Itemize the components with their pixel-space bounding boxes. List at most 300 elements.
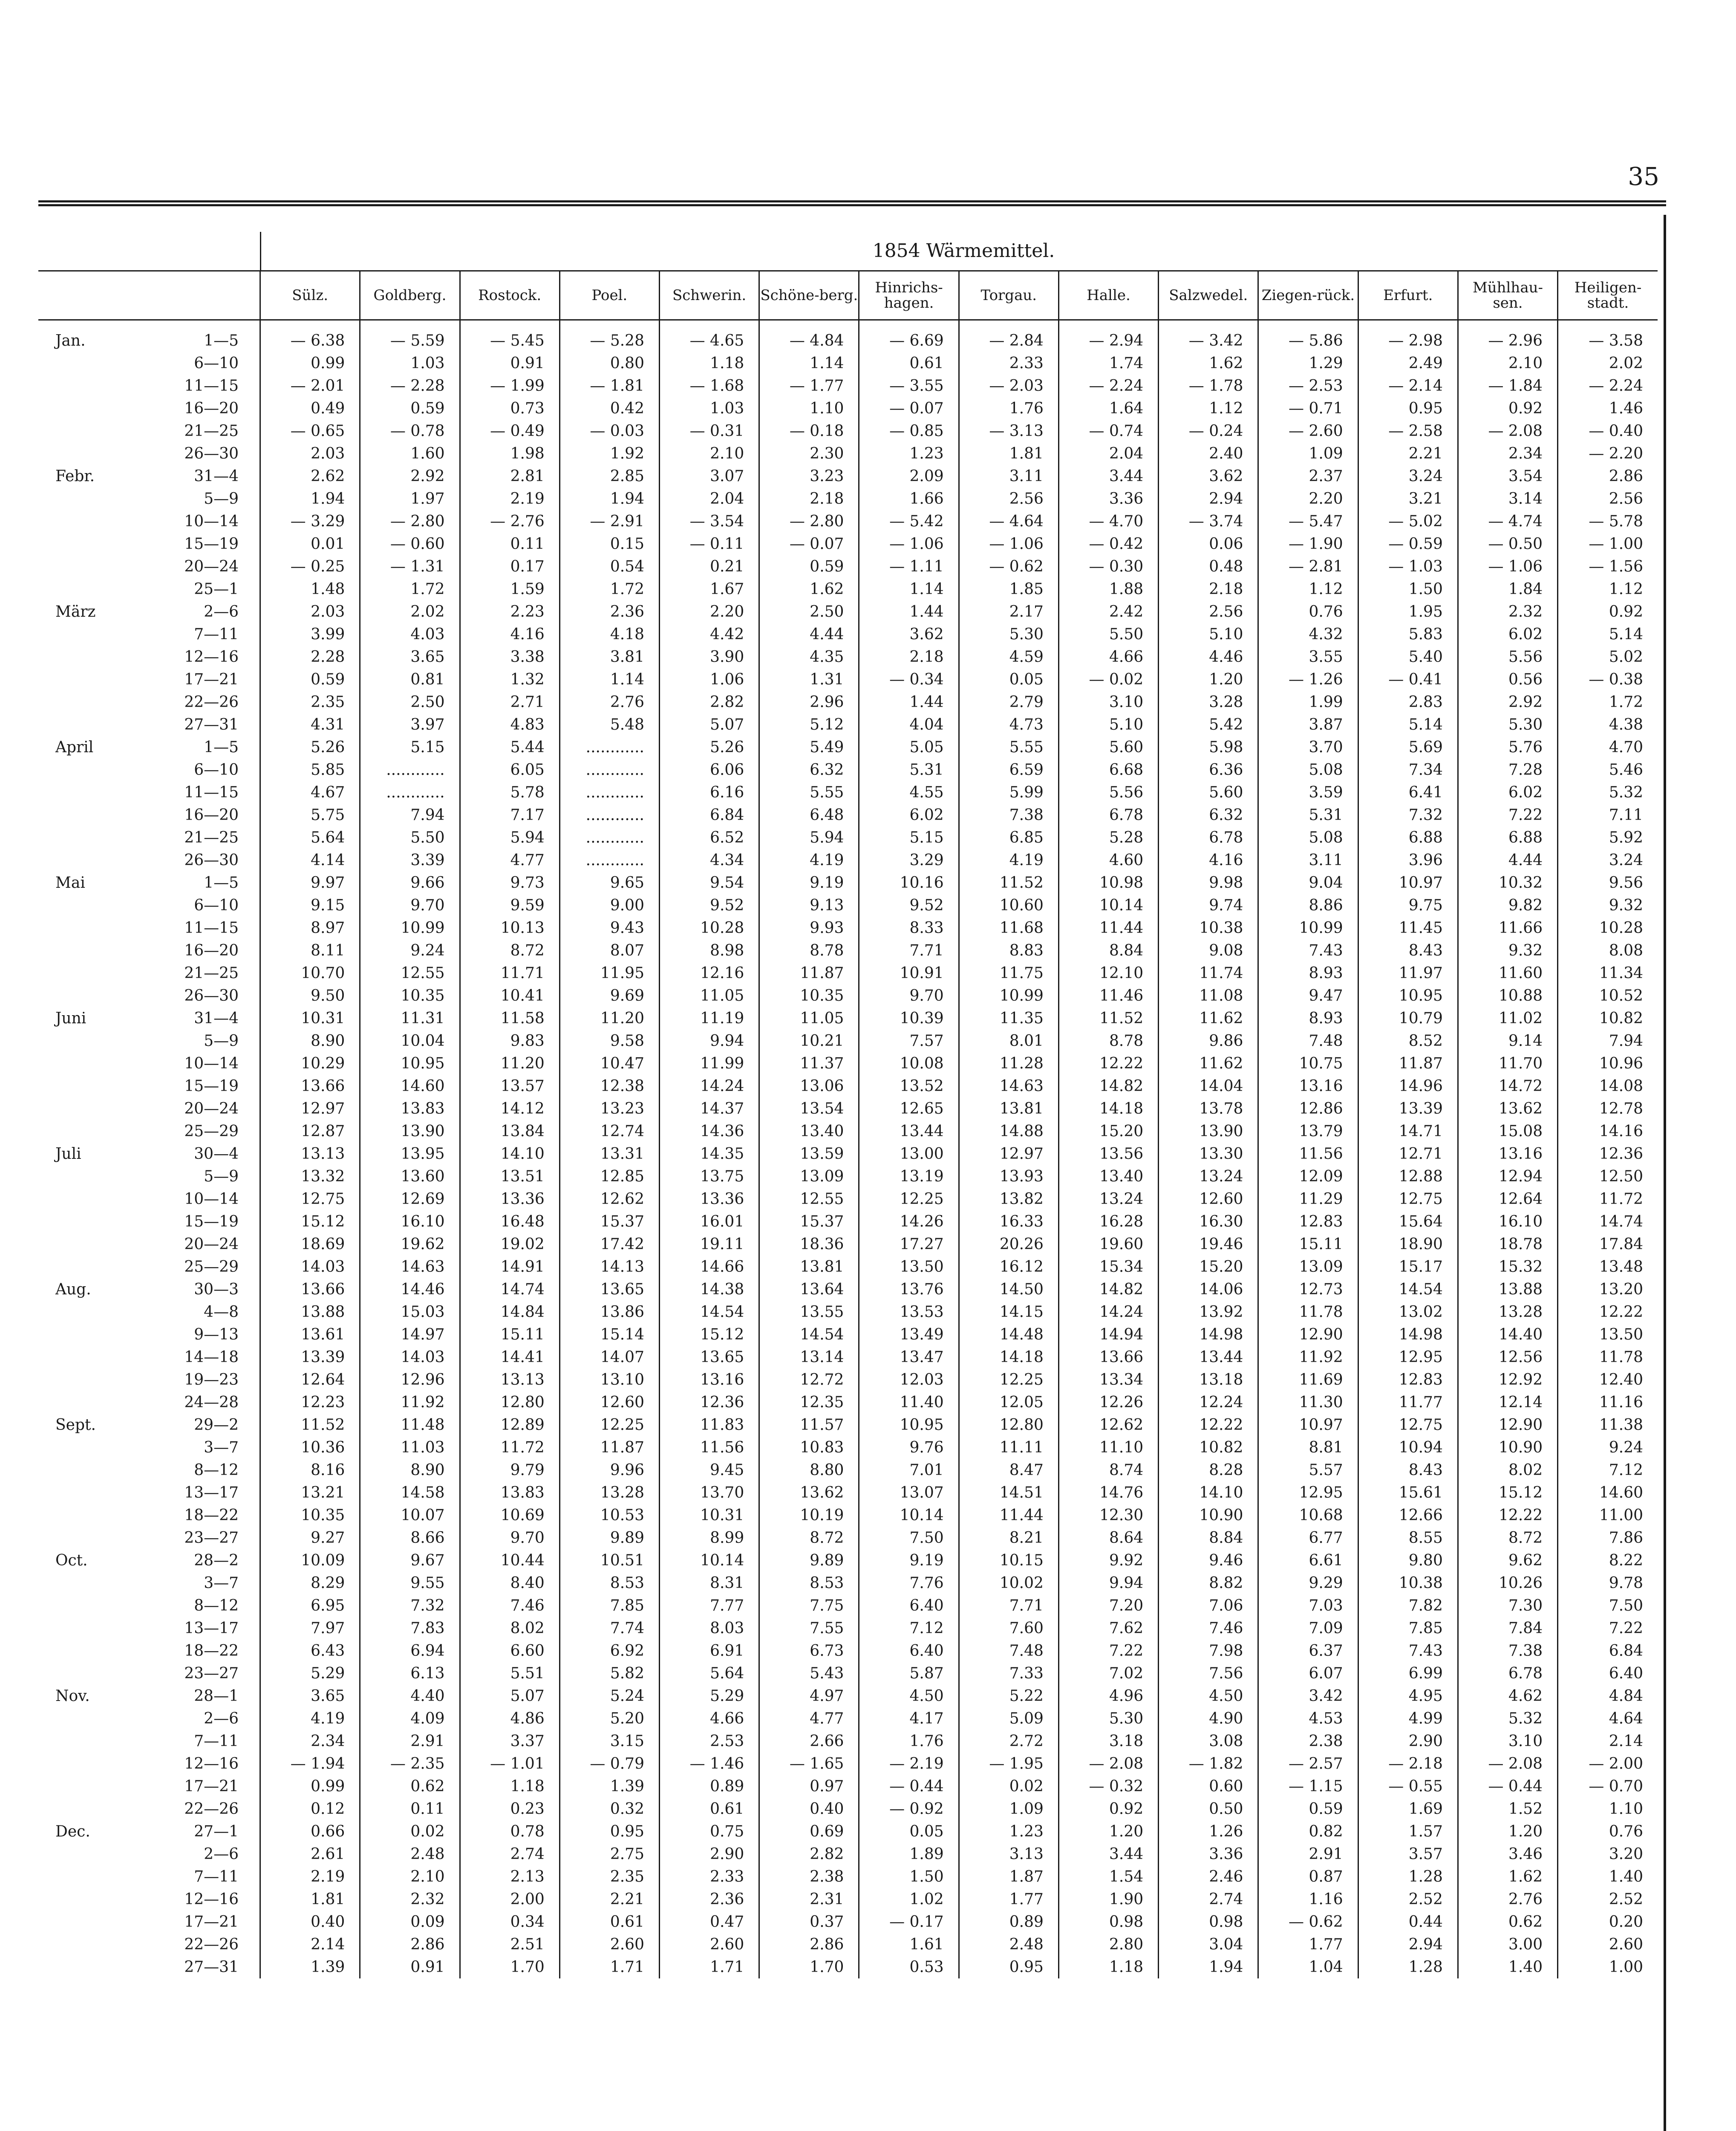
month-label: Mai (55, 874, 85, 892)
value-cell: 4.73 (959, 713, 1058, 736)
value-cell: — 0.30 (1058, 555, 1158, 578)
value-cell: 1.31 (759, 668, 859, 691)
value-cell: 2.14 (1558, 1730, 1658, 1753)
value-cell: 10.75 (1258, 1052, 1358, 1075)
value-cell: 5.29 (659, 1685, 759, 1707)
table-row (38, 375, 1658, 397)
value-cell: 4.32 (1258, 623, 1358, 646)
value-cell: 11.29 (1258, 1188, 1358, 1210)
table-row (38, 320, 1658, 352)
value-cell: — 0.34 (859, 668, 959, 691)
value-cell: 14.82 (1058, 1075, 1158, 1097)
value-cell: 14.07 (559, 1346, 659, 1369)
table-row (38, 578, 1658, 601)
value-cell: 3.97 (360, 713, 460, 736)
table-row (38, 849, 1658, 872)
table-row (38, 1414, 1658, 1436)
value-cell: 10.44 (460, 1549, 559, 1572)
value-cell: 1.77 (959, 1888, 1058, 1911)
frame-right-rule (1664, 215, 1666, 2131)
period-cell (38, 601, 260, 623)
table-row (38, 1346, 1658, 1369)
value-cell: 2.10 (659, 442, 759, 465)
value-cell: 0.05 (859, 1820, 959, 1843)
period-cell (38, 691, 260, 713)
value-cell: — 1.06 (959, 533, 1058, 555)
value-cell: 7.03 (1258, 1594, 1358, 1617)
value-cell: 9.94 (1058, 1572, 1158, 1594)
value-cell: 8.81 (1258, 1436, 1358, 1459)
value-cell: 1.72 (559, 578, 659, 601)
value-cell: 9.97 (260, 872, 360, 894)
value-cell: 11.35 (959, 1007, 1058, 1030)
value-cell: 15.20 (1159, 1256, 1258, 1278)
value-cell: 6.88 (1458, 826, 1557, 849)
value-cell: 13.14 (759, 1346, 859, 1369)
value-cell: 5.20 (559, 1707, 659, 1730)
table-row (38, 601, 1658, 623)
value-cell: 11.78 (1558, 1346, 1658, 1369)
value-cell: 13.28 (559, 1481, 659, 1504)
day-range: 10—14 (184, 1055, 239, 1072)
value-cell: 1.77 (1258, 1933, 1358, 1956)
value-cell: 11.77 (1358, 1391, 1458, 1414)
value-cell: 6.36 (1159, 759, 1258, 781)
value-cell: 10.95 (360, 1052, 460, 1075)
value-cell: 11.72 (1558, 1188, 1658, 1210)
value-cell: 10.38 (1159, 917, 1258, 939)
value-cell: 15.37 (759, 1210, 859, 1233)
value-cell: 2.74 (1159, 1888, 1258, 1911)
value-cell: 3.54 (1458, 465, 1557, 488)
value-cell: 1.67 (659, 578, 759, 601)
value-cell: 5.08 (1258, 826, 1358, 849)
value-cell: 10.70 (260, 962, 360, 985)
value-cell: — 3.58 (1558, 320, 1658, 352)
value-cell: 9.50 (260, 985, 360, 1007)
value-cell: 10.13 (460, 917, 559, 939)
value-cell: 9.04 (1258, 872, 1358, 894)
value-cell: — 2.24 (1558, 375, 1658, 397)
value-cell: 0.34 (460, 1911, 559, 1933)
value-cell: 13.06 (759, 1075, 859, 1097)
value-cell: 2.20 (1258, 488, 1358, 510)
value-cell: 12.83 (1258, 1210, 1358, 1233)
value-cell: 2.56 (1558, 488, 1658, 510)
value-cell: 15.12 (659, 1323, 759, 1346)
value-cell: 7.48 (959, 1640, 1058, 1662)
value-cell: 1.62 (1159, 352, 1258, 375)
table-row (38, 826, 1658, 849)
value-cell: 1.70 (759, 1956, 859, 1978)
value-cell: 10.69 (460, 1504, 559, 1527)
value-cell: 2.18 (759, 488, 859, 510)
value-cell: 13.66 (260, 1278, 360, 1301)
value-cell: 6.32 (759, 759, 859, 781)
value-cell: 11.95 (559, 962, 659, 985)
value-cell: 5.28 (1058, 826, 1158, 849)
value-cell: 12.40 (1558, 1369, 1658, 1391)
value-cell: 2.35 (260, 691, 360, 713)
value-cell: 13.78 (1159, 1097, 1258, 1120)
value-cell: 1.14 (759, 352, 859, 375)
value-cell: 2.00 (460, 1888, 559, 1911)
value-cell: 3.29 (859, 849, 959, 872)
value-cell: 4.03 (360, 623, 460, 646)
table-row (38, 352, 1658, 375)
day-range: 20—24 (184, 1236, 239, 1253)
period-cell (38, 1707, 260, 1730)
value-cell: 15.12 (260, 1210, 360, 1233)
value-cell: 2.10 (1458, 352, 1557, 375)
value-cell: 12.66 (1358, 1504, 1458, 1527)
value-cell: 12.25 (559, 1414, 659, 1436)
value-cell: 3.00 (1458, 1933, 1557, 1956)
value-cell: 1.62 (759, 578, 859, 601)
value-cell: 3.99 (260, 623, 360, 646)
value-cell: 14.50 (959, 1278, 1058, 1301)
value-cell: 13.79 (1258, 1120, 1358, 1143)
table-row (38, 1391, 1658, 1414)
value-cell: 14.48 (959, 1323, 1058, 1346)
value-cell: 12.22 (1458, 1504, 1557, 1527)
value-cell: 13.66 (260, 1075, 360, 1097)
value-cell: 6.88 (1358, 826, 1458, 849)
value-cell: 13.54 (759, 1097, 859, 1120)
value-cell: 8.28 (1159, 1459, 1258, 1481)
value-cell: 5.24 (559, 1685, 659, 1707)
value-cell: 1.10 (759, 397, 859, 420)
value-cell: 13.51 (460, 1165, 559, 1188)
value-cell: 0.91 (360, 1956, 460, 1978)
value-cell: 5.31 (1258, 804, 1358, 826)
value-cell: 6.07 (1258, 1662, 1358, 1685)
value-cell: 2.03 (260, 442, 360, 465)
value-cell: — 5.78 (1558, 510, 1658, 533)
value-cell: 11.72 (460, 1436, 559, 1459)
value-cell: 2.94 (1358, 1933, 1458, 1956)
value-cell: 2.82 (659, 691, 759, 713)
value-cell: 6.37 (1258, 1640, 1358, 1662)
value-cell: 10.04 (360, 1030, 460, 1052)
value-cell: — 1.77 (759, 375, 859, 397)
day-range: 9—13 (194, 1326, 239, 1343)
value-cell: 8.43 (1358, 939, 1458, 962)
day-range: 11—15 (184, 919, 239, 937)
value-cell: 12.72 (759, 1369, 859, 1391)
value-cell: 13.62 (1458, 1097, 1557, 1120)
value-cell: — 5.42 (859, 510, 959, 533)
value-cell: 9.45 (659, 1459, 759, 1481)
value-cell: 1.23 (959, 1820, 1058, 1843)
day-range: 8—12 (194, 1461, 239, 1479)
value-cell: 10.15 (959, 1549, 1058, 1572)
period-cell (38, 1346, 260, 1369)
value-cell: 7.50 (859, 1527, 959, 1549)
value-cell: 5.07 (659, 713, 759, 736)
table-row (38, 488, 1658, 510)
value-cell: 13.49 (859, 1323, 959, 1346)
value-cell: 4.50 (1159, 1685, 1258, 1707)
month-label: Dec. (55, 1823, 90, 1840)
period-cell (38, 1775, 260, 1798)
value-cell: 10.88 (1458, 985, 1557, 1007)
value-cell: 0.40 (759, 1798, 859, 1820)
period-cell (38, 1301, 260, 1323)
value-cell: 2.83 (1358, 691, 1458, 713)
value-cell: 14.74 (1558, 1210, 1658, 1233)
value-cell: 5.44 (460, 736, 559, 759)
value-cell: 13.61 (260, 1323, 360, 1346)
value-cell: 13.82 (959, 1188, 1058, 1210)
value-cell: 5.12 (759, 713, 859, 736)
value-cell: 18.69 (260, 1233, 360, 1256)
value-cell: 8.72 (759, 1527, 859, 1549)
value-cell: 10.36 (260, 1436, 360, 1459)
value-cell: 1.85 (959, 578, 1058, 601)
value-cell: 4.16 (1159, 849, 1258, 872)
value-cell: 5.30 (959, 623, 1058, 646)
value-cell: 2.36 (659, 1888, 759, 1911)
value-cell: 11.97 (1358, 962, 1458, 985)
value-cell: 12.87 (260, 1120, 360, 1143)
value-cell: 1.66 (859, 488, 959, 510)
value-cell: 5.57 (1258, 1459, 1358, 1481)
value-cell: 11.20 (559, 1007, 659, 1030)
value-cell: 9.43 (559, 917, 659, 939)
day-range: 16—20 (184, 942, 239, 959)
value-cell: 12.60 (1159, 1188, 1258, 1210)
value-cell: 1.46 (1558, 397, 1658, 420)
value-cell: 13.64 (759, 1278, 859, 1301)
value-cell: 17.27 (859, 1233, 959, 1256)
value-cell: 9.54 (659, 872, 759, 894)
value-cell: ............ (360, 759, 460, 781)
period-cell (38, 1911, 260, 1933)
value-cell: 13.48 (1558, 1256, 1658, 1278)
table-row (38, 1572, 1658, 1594)
value-cell: 7.94 (360, 804, 460, 826)
day-range: 18—22 (184, 1642, 239, 1660)
value-cell: — 2.76 (460, 510, 559, 533)
value-cell: 2.28 (260, 646, 360, 668)
period-cell (38, 320, 260, 352)
value-cell: 2.74 (460, 1843, 559, 1865)
value-cell: 12.16 (659, 962, 759, 985)
value-cell: — 6.38 (260, 320, 360, 352)
value-cell: 7.28 (1458, 759, 1557, 781)
value-cell: — 1.26 (1258, 668, 1358, 691)
value-cell: 9.82 (1458, 894, 1557, 917)
table-frame (38, 200, 1666, 2131)
value-cell: 8.22 (1558, 1549, 1658, 1572)
month-label: Juni (55, 1010, 87, 1027)
value-cell: — 1.06 (859, 533, 959, 555)
value-cell: — 2.20 (1558, 442, 1658, 465)
value-cell: 13.13 (460, 1369, 559, 1391)
table-row (38, 1278, 1658, 1301)
value-cell: 19.46 (1159, 1233, 1258, 1256)
period-cell (38, 1188, 260, 1210)
station-header: Erfurt. (1358, 271, 1458, 320)
value-cell: 2.30 (759, 442, 859, 465)
value-cell: 2.52 (1358, 1888, 1458, 1911)
value-cell: 4.42 (659, 623, 759, 646)
value-cell: 9.55 (360, 1572, 460, 1594)
value-cell: 14.82 (1058, 1278, 1158, 1301)
value-cell: 0.09 (360, 1911, 460, 1933)
value-cell: 0.59 (759, 555, 859, 578)
value-cell: 4.95 (1358, 1685, 1458, 1707)
value-cell: 5.40 (1358, 646, 1458, 668)
value-cell: 11.52 (1058, 1007, 1158, 1030)
value-cell: 8.80 (759, 1459, 859, 1481)
value-cell: 7.94 (1558, 1030, 1658, 1052)
value-cell: 1.92 (559, 442, 659, 465)
value-cell: 11.87 (759, 962, 859, 985)
month-label: Oct. (55, 1552, 88, 1569)
value-cell: — 1.90 (1258, 533, 1358, 555)
value-cell: 7.20 (1058, 1594, 1158, 1617)
value-cell: 4.44 (759, 623, 859, 646)
value-cell: 1.97 (360, 488, 460, 510)
value-cell: 7.17 (460, 804, 559, 826)
value-cell: 11.74 (1159, 962, 1258, 985)
value-cell: 1.12 (1558, 578, 1658, 601)
value-cell: 7.85 (559, 1594, 659, 1617)
value-cell: — 2.57 (1258, 1753, 1358, 1775)
value-cell: 15.37 (559, 1210, 659, 1233)
value-cell: 1.74 (1058, 352, 1158, 375)
value-cell: 14.15 (959, 1301, 1058, 1323)
value-cell: 15.34 (1058, 1256, 1158, 1278)
table-row (38, 713, 1658, 736)
value-cell: 3.10 (1458, 1730, 1557, 1753)
value-cell: 1.94 (1159, 1956, 1258, 1978)
value-cell: 5.85 (260, 759, 360, 781)
value-cell: — 1.56 (1558, 555, 1658, 578)
value-cell: 9.76 (859, 1436, 959, 1459)
value-cell: 9.00 (559, 894, 659, 917)
value-cell: 13.76 (859, 1278, 959, 1301)
value-cell: 1.32 (460, 668, 559, 691)
value-cell: — 1.94 (260, 1753, 360, 1775)
value-cell: 14.04 (1159, 1075, 1258, 1097)
value-cell: 12.83 (1358, 1369, 1458, 1391)
day-range: 27—1 (194, 1823, 239, 1840)
value-cell: 9.92 (1058, 1549, 1158, 1572)
value-cell: 0.01 (260, 533, 360, 555)
value-cell: 3.08 (1159, 1730, 1258, 1753)
value-cell: — 2.18 (1358, 1753, 1458, 1775)
value-cell: 4.96 (1058, 1685, 1158, 1707)
value-cell: — 4.64 (959, 510, 1058, 533)
value-cell: — 4.84 (759, 320, 859, 352)
value-cell: 6.84 (1558, 1640, 1658, 1662)
value-cell: 11.92 (360, 1391, 460, 1414)
period-cell (38, 1120, 260, 1143)
value-cell: 2.38 (759, 1865, 859, 1888)
value-cell: 11.00 (1558, 1504, 1658, 1527)
value-cell: 7.84 (1458, 1617, 1557, 1640)
value-cell: 8.98 (659, 939, 759, 962)
value-cell: 0.62 (360, 1775, 460, 1798)
value-cell: 6.41 (1358, 781, 1458, 804)
day-range: 25—29 (184, 1258, 239, 1276)
value-cell: 2.60 (1558, 1933, 1658, 1956)
value-cell: 14.98 (1358, 1323, 1458, 1346)
value-cell: 11.48 (360, 1414, 460, 1436)
value-cell: 7.76 (859, 1572, 959, 1594)
value-cell: — 2.24 (1058, 375, 1158, 397)
value-cell: 13.81 (959, 1097, 1058, 1120)
day-range: 24—28 (184, 1394, 239, 1411)
value-cell: 6.91 (659, 1640, 759, 1662)
value-cell: 11.40 (859, 1391, 959, 1414)
value-cell: 3.81 (559, 646, 659, 668)
value-cell: 7.32 (1358, 804, 1458, 826)
value-cell: 1.57 (1358, 1820, 1458, 1843)
station-header: Heiligen-stadt. (1558, 271, 1658, 320)
value-cell: 0.42 (559, 397, 659, 420)
value-cell: 13.83 (460, 1481, 559, 1504)
table-row (38, 1256, 1658, 1278)
period-cell (38, 826, 260, 849)
value-cell: 5.82 (559, 1662, 659, 1685)
value-cell: 13.19 (859, 1165, 959, 1188)
value-cell: 1.48 (260, 578, 360, 601)
value-cell: 6.99 (1358, 1662, 1458, 1685)
value-cell: 7.22 (1458, 804, 1557, 826)
period-cell (38, 1165, 260, 1188)
value-cell: 14.97 (360, 1323, 460, 1346)
value-cell: 1.69 (1358, 1798, 1458, 1820)
value-cell: 11.44 (1058, 917, 1158, 939)
value-cell: 11.69 (1258, 1369, 1358, 1391)
value-cell: 1.39 (559, 1775, 659, 1798)
value-cell: 0.59 (260, 668, 360, 691)
value-cell: 13.20 (1558, 1278, 1658, 1301)
value-cell: — 0.07 (859, 397, 959, 420)
value-cell: 12.35 (759, 1391, 859, 1414)
value-cell: 3.96 (1358, 849, 1458, 872)
value-cell: 7.60 (959, 1617, 1058, 1640)
value-cell: — 0.32 (1058, 1775, 1158, 1798)
value-cell: 9.73 (460, 872, 559, 894)
value-cell: 13.90 (360, 1120, 460, 1143)
value-cell: 0.89 (659, 1775, 759, 1798)
value-cell: 2.31 (759, 1888, 859, 1911)
value-cell: 11.31 (360, 1007, 460, 1030)
value-cell: 6.52 (659, 826, 759, 849)
value-cell: — 5.47 (1258, 510, 1358, 533)
value-cell: 12.03 (859, 1369, 959, 1391)
value-cell: 11.75 (959, 962, 1058, 985)
value-cell: 2.04 (659, 488, 759, 510)
period-cell (38, 1685, 260, 1707)
value-cell: 1.89 (859, 1843, 959, 1865)
value-cell: 12.22 (1558, 1301, 1658, 1323)
value-cell: 13.13 (260, 1143, 360, 1165)
value-cell: 11.52 (260, 1414, 360, 1436)
table-row (38, 1075, 1658, 1097)
value-cell: 11.56 (1258, 1143, 1358, 1165)
value-cell: 4.14 (260, 849, 360, 872)
value-cell: 4.66 (1058, 646, 1158, 668)
value-cell: — 0.18 (759, 420, 859, 442)
value-cell: 1.94 (559, 488, 659, 510)
value-cell: 14.46 (360, 1278, 460, 1301)
